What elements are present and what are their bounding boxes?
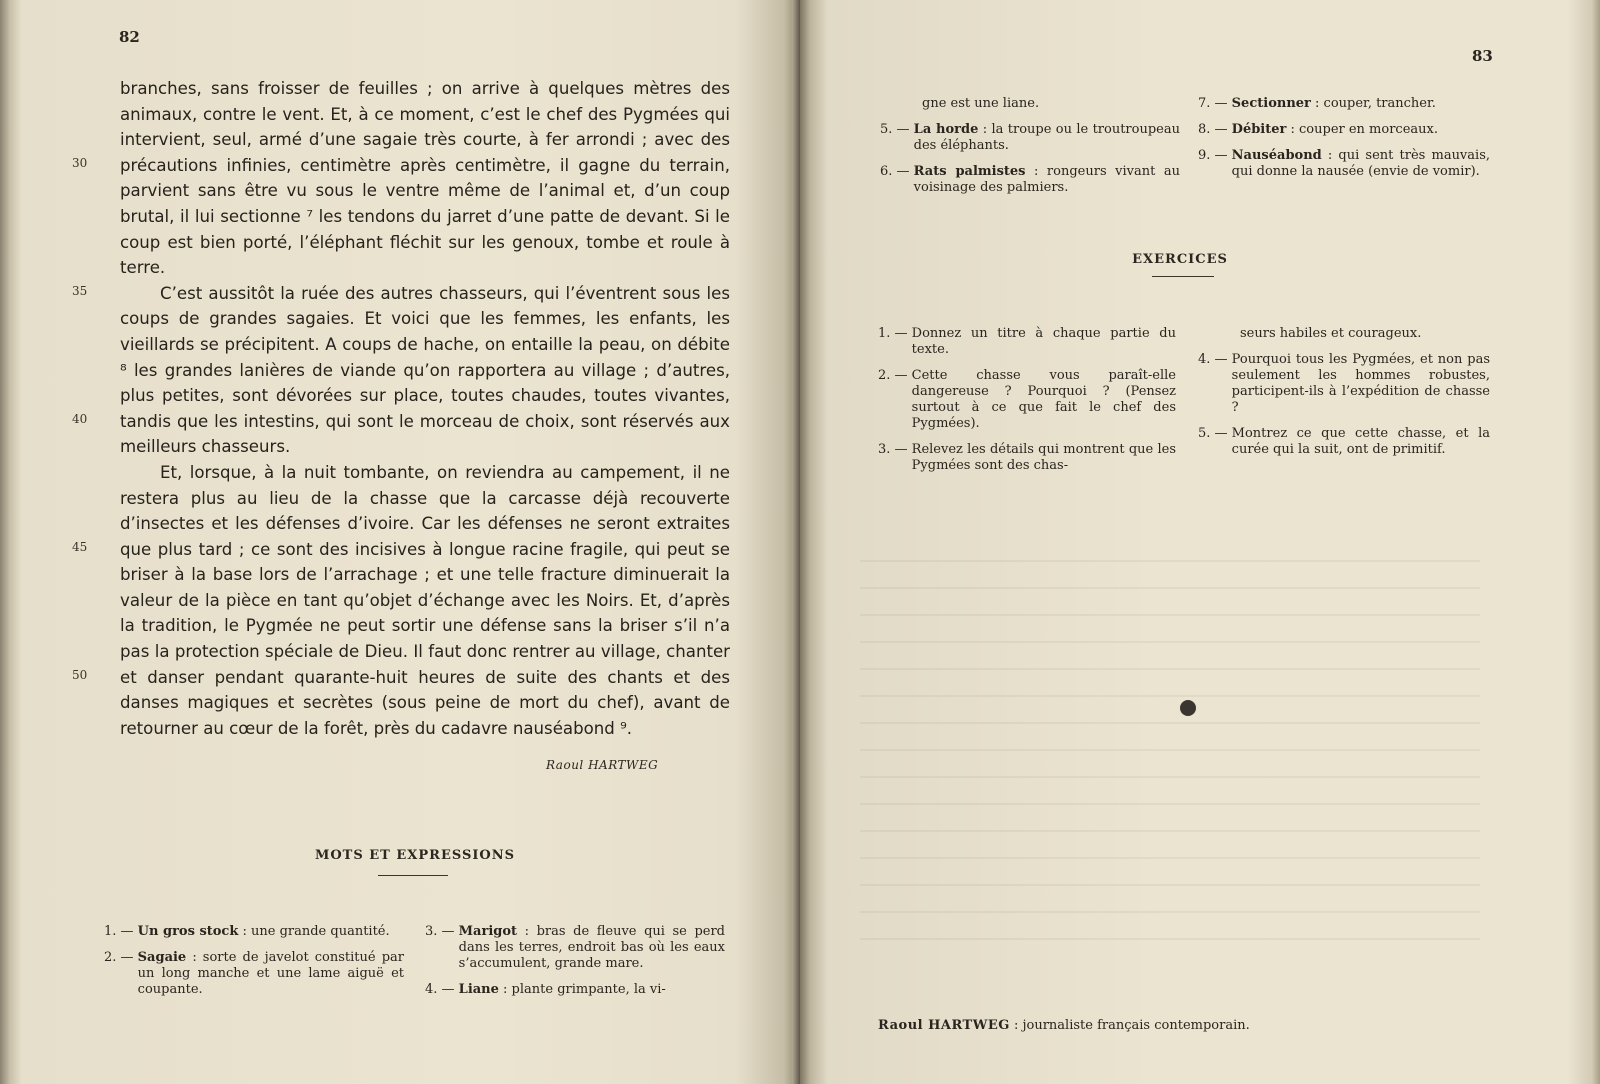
- glossary-definition: [459, 982, 725, 998]
- glossary-item: [425, 924, 725, 972]
- section-title-exercices: EXERCICES: [1132, 252, 1228, 267]
- glossary-definition: [914, 164, 1180, 196]
- exercise-item: [878, 368, 1176, 432]
- exercise-text: Pourquoi tous les Pygmées, et non pas seulement les hommes robustes, participent-ils à l’expédition de chasse ?: [1231, 352, 1490, 415]
- page-number-left: 82: [119, 28, 140, 46]
- line-number: 35: [72, 284, 88, 298]
- item-number: 2. —: [878, 368, 912, 383]
- glossary-definition: [922, 96, 1180, 112]
- author-signature: Raoul HARTWEG: [546, 758, 659, 772]
- glossary-term: Liane: [458, 982, 499, 997]
- ink-dot: [1180, 700, 1196, 716]
- item-number: 1. —: [104, 924, 138, 939]
- section-rule: [1152, 276, 1214, 277]
- glossary-definition: [138, 950, 404, 998]
- glossary-definition: [459, 924, 725, 972]
- glossary-column-4: [1198, 96, 1490, 190]
- paper-show-through: [860, 560, 1480, 960]
- glossary-item: [1198, 122, 1490, 138]
- item-number: [880, 96, 922, 112]
- story-text: [120, 76, 730, 741]
- glossary-term: Sectionner: [1231, 96, 1311, 111]
- page-number-right: 83: [1472, 47, 1493, 65]
- exercise-item: [878, 326, 1176, 358]
- line-number: 30: [72, 156, 88, 170]
- glossary-item: [104, 924, 404, 940]
- paragraph: Et, lorsque, à la nuit tombante, on reviendra au campement, il ne restera plus au lieu de la chasse que la carcasse déjà recouverte d’insectes et les défenses d’ivoire. Car les défenses ne seront extraites que plus tard ; ce sont des incisives à longue racine fragile, qui peut se briser à la base lors de l’arrachage ; et une telle fracture diminuerait la valeur de la pièce en tant qu’objet d’échange avec les Noirs. Et, d’après la tradition, le Pygmée ne peut sortir une défense sans la briser s’il n’a pas la protection spéciale de Dieu. Il faut donc rentrer au village, chanter et danser pendant quarante-huit heures de suite des chants et des danses magiques et secrètes (sous peine de mort du chef), avant de retourner au cœur de la forêt, près du cadavre nauséabond ⁹.: [120, 462, 730, 738]
- glossary-def-text: : qui sent très mauvais, qui donne la nausée (envie de vomir).: [1231, 148, 1490, 179]
- glossary-item: [880, 122, 1180, 154]
- item-number: 4. —: [1198, 352, 1232, 367]
- author-footnote: [878, 1018, 1250, 1033]
- exercise-item: [1198, 426, 1490, 458]
- glossary-item: [1198, 148, 1490, 180]
- paragraph: C’est aussitôt la ruée des autres chasseurs, qui l’éventrent sous les coups de grandes sagaies. Et voici que les femmes, les enfants, les vieillards se précipitent. A coups de hache, on entaille la peau, on débite ⁸ les grandes lanières de viande qu’on rapportera au village ; d’autres, plus petites, sont dévorées sur place, toutes chaudes, toutes vivantes, tandis que les intestins, qui sont le morceau de choix, sont réservés aux meilleurs chasseurs.: [120, 283, 730, 457]
- glossary-term: La horde: [913, 122, 979, 137]
- item-number: 9. —: [1198, 148, 1232, 163]
- exercise-text: Donnez un titre à chaque partie du texte.: [911, 326, 1176, 357]
- item-number: 2. —: [104, 950, 138, 965]
- exercise-item: [878, 442, 1176, 474]
- exercise-text: Montrez ce que cette chasse, et la curée qui la suit, ont de primitif.: [1231, 426, 1490, 457]
- glossary-def-text: : couper, trancher.: [1310, 96, 1436, 111]
- glossary-term: Nauséabond: [1231, 148, 1322, 163]
- glossary-def-text: : bras de fleuve qui se perd dans les terres, endroit bas où les eaux s’accumulent, grande mare.: [458, 924, 725, 971]
- glossary-column-2: [425, 924, 725, 1008]
- glossary-term: Rats palmistes: [913, 164, 1026, 179]
- item-number: 3. —: [878, 442, 912, 457]
- item-number: 3. —: [425, 924, 459, 939]
- glossary-definition: [1232, 122, 1490, 138]
- line-number: 40: [72, 412, 88, 426]
- glossary-term: Un gros stock: [137, 924, 239, 939]
- line-number: 45: [72, 540, 88, 554]
- item-number: [1198, 326, 1240, 342]
- item-number: 8. —: [1198, 122, 1232, 137]
- glossary-def-text: : la troupe ou le troutroupeau des éléphants.: [913, 122, 1180, 153]
- glossary-item: [1198, 96, 1490, 112]
- item-number: 5. —: [880, 122, 914, 137]
- glossary-definition: [914, 122, 1180, 154]
- exercise-item: [1198, 326, 1490, 342]
- exercise-item: [1198, 352, 1490, 416]
- item-number: 1. —: [878, 326, 912, 341]
- exercise-text: Cette chasse vous paraît-elle dangereuse ? Pourquoi ? (Pensez surtout à ce que fait le chef des Pygmées).: [911, 368, 1176, 431]
- line-number: 50: [72, 668, 88, 682]
- glossary-def-text: gne est une liane.: [922, 96, 1040, 111]
- item-number: 5. —: [1198, 426, 1232, 441]
- glossary-definition: [1232, 148, 1490, 180]
- glossary-column-3: [880, 96, 1180, 206]
- glossary-column-1: [104, 924, 404, 1008]
- exercise-text: Relevez les détails qui montrent que les Pygmées sont des chas-: [911, 442, 1176, 473]
- glossary-term: Sagaie: [137, 950, 187, 965]
- glossary-definition: [1232, 96, 1490, 112]
- glossary-def-text: : rongeurs vivant au voisinage des palmiers.: [913, 164, 1180, 195]
- exercises-column-1: [878, 326, 1176, 484]
- item-number: 4. —: [425, 982, 459, 997]
- paragraph: branches, sans froisser de feuilles ; on arrive à quelques mètres des animaux, contre le vent. Et, à ce moment, c’est le chef des Pygmées qui intervient, seul, armé d’une sagaie très courte, à fer arrondi ; avec des précautions infinies, centimètre après centimètre, il gagne du terrain, parvient sans être vu sous le ventre même de l’animal et, d’un coup brutal, il lui sectionne ⁷ les tendons du jarret d’une patte de devant. Si le coup est bien porté, l’éléphant fléchit sur les genoux, tombe et roule à terre.: [120, 79, 730, 278]
- glossary-term: Marigot: [458, 924, 518, 939]
- glossary-def-text: : une grande quantité.: [238, 924, 390, 939]
- glossary-item: [425, 982, 725, 998]
- item-number: 6. —: [880, 164, 914, 179]
- section-rule: [378, 875, 448, 876]
- section-title-mots: MOTS ET EXPRESSIONS: [314, 848, 516, 863]
- glossary-def-text: : plante grimpante, la vi-: [498, 982, 666, 997]
- glossary-definition: [138, 924, 404, 940]
- glossary-item: [880, 164, 1180, 196]
- exercise-text: seurs habiles et courageux.: [1240, 326, 1422, 341]
- footnote-text: : journaliste français contemporain.: [1009, 1018, 1250, 1033]
- glossary-def-text: : couper en morceaux.: [1286, 122, 1438, 137]
- glossary-item: [104, 950, 404, 998]
- exercises-column-2: [1198, 326, 1490, 468]
- footnote-name: Raoul HARTWEG: [878, 1018, 1010, 1033]
- glossary-def-text: : sorte de javelot constitué par un long manche et une lame aiguë et coupante.: [137, 950, 404, 997]
- glossary-term: Débiter: [1231, 122, 1287, 137]
- item-number: 7. —: [1198, 96, 1232, 111]
- glossary-item: [880, 96, 1180, 112]
